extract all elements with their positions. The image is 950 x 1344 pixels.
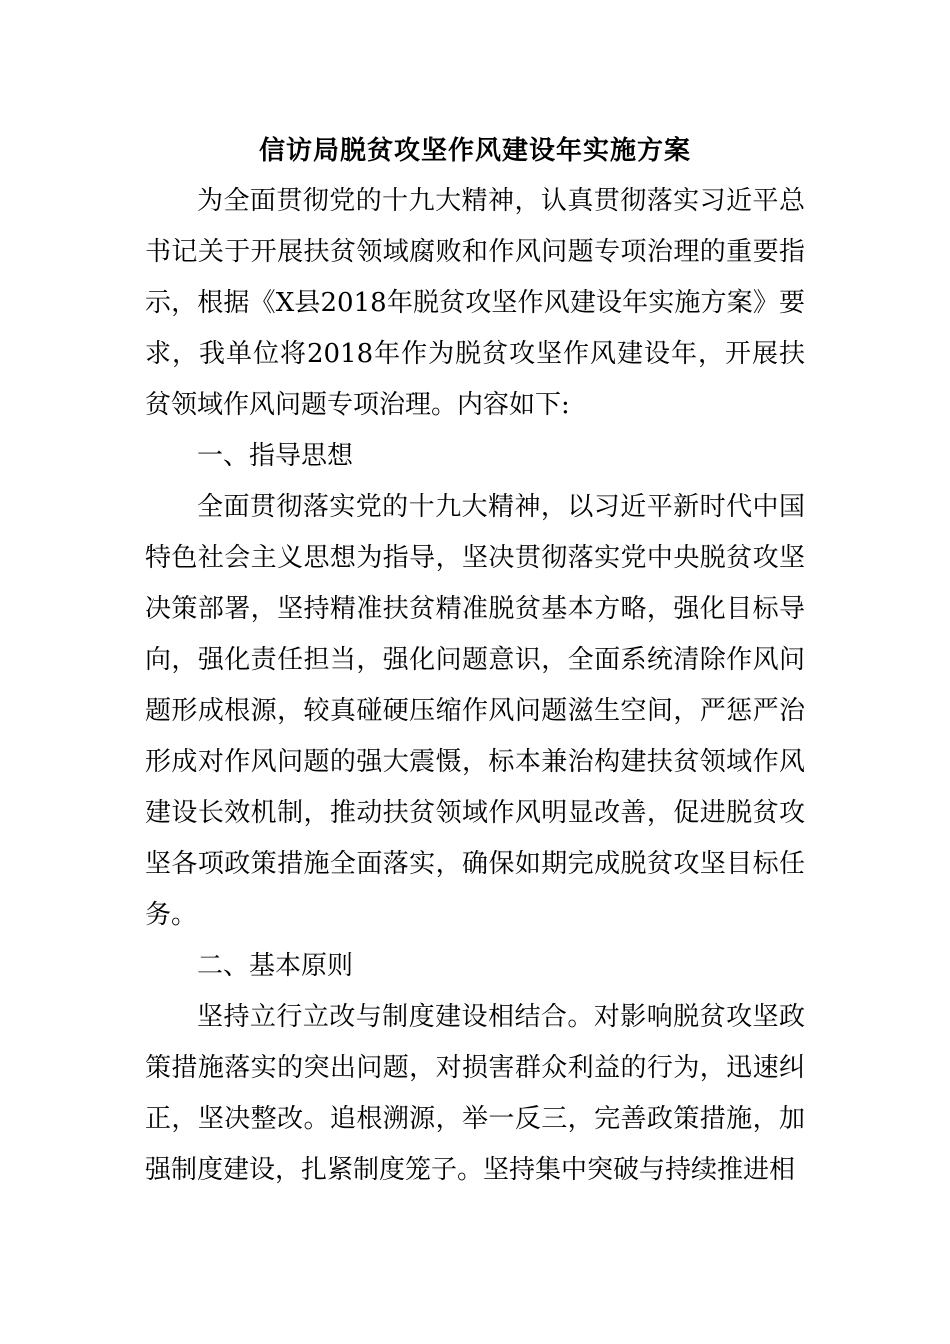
section-heading-basic-principles: 二、基本原则 [197, 951, 354, 981]
section-heading-guiding-ideology: 一、指导思想 [197, 441, 354, 471]
document-body [145, 176, 805, 1196]
basic-principles-paragraph: 坚持立行立改与制度建设相结合。对影响脱贫攻坚政策措施落实的突出问题，对损害群众利益的行为，迅速纠正，坚决整改。追根溯源，举一反三，完善政策措施，加强制度建设，扎紧制度笼子。坚持集中突破与持续推进相 [145, 1002, 805, 1185]
document-title: 信访局脱贫攻坚作风建设年实施方案 [258, 136, 691, 166]
intro-paragraph: 为全面贯彻党的十九大精神，认真贯彻落实习近平总书记关于开展扶贫领域腐败和作风问题专项治理的重要指示，根据《X县2018年脱贫攻坚作风建设年实施方案》要求，我单位将2018年作为脱贫攻坚作风建设年，开展扶贫领域作风问题专项治理。内容如下: [145, 186, 805, 420]
guiding-ideology-paragraph: 全面贯彻落实党的十九大精神，以习近平新时代中国特色社会主义思想为指导，坚决贯彻落实党中央脱贫攻坚决策部署，坚持精准扶贫精准脱贫基本方略，强化目标导向，强化责任担当，强化问题意识，全面系统清除作风问题形成根源，较真碰硬压缩作风问题滋生空间，严惩严治形成对作风问题的强大震慑，标本兼治构建扶贫领域作风建设长效机制，推动扶贫领域作风明显改善，促进脱贫攻坚各项政策措施全面落实，确保如期完成脱贫攻坚目标任务。 [145, 492, 805, 930]
